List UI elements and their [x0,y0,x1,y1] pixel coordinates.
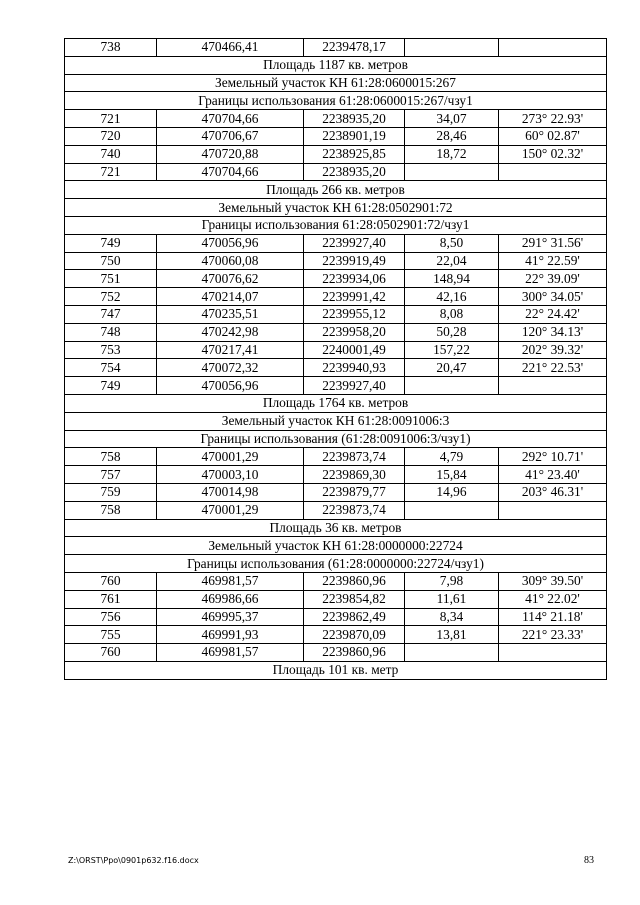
point-number-cell: 748 [65,323,157,341]
length-cell: 8,34 [405,608,499,626]
bearing-cell: 202° 39.32' [499,341,607,359]
x-coordinate-cell: 470466,41 [157,39,304,57]
point-number-cell: 749 [65,377,157,395]
point-number-cell: 755 [65,626,157,644]
bearing-cell: 221° 22.53' [499,359,607,377]
x-coordinate-cell: 469986,66 [157,590,304,608]
page-number: 83 [584,855,594,866]
table-row [65,163,607,181]
length-cell [405,377,499,395]
table-section-row [65,555,607,573]
point-number-cell: 761 [65,590,157,608]
point-number-cell: 757 [65,466,157,484]
table-row [65,466,607,484]
y-coordinate-cell: 2239869,30 [304,466,405,484]
length-cell: 13,81 [405,626,499,644]
point-number-cell: 721 [65,110,157,128]
section-heading-cell: Земельный участок КН 61:28:0502901:72 [65,199,607,217]
point-number-cell: 760 [65,644,157,662]
x-coordinate-cell: 470076,62 [157,270,304,288]
table-row [65,359,607,377]
table-row [65,288,607,306]
table-section-row [65,537,607,555]
x-coordinate-cell: 469995,37 [157,608,304,626]
point-number-cell: 750 [65,252,157,270]
bearing-cell: 114° 21.18' [499,608,607,626]
point-number-cell: 753 [65,341,157,359]
y-coordinate-cell: 2240001,49 [304,341,405,359]
table-section-row [65,92,607,110]
point-number-cell: 721 [65,163,157,181]
footer-file-path: Z:\ORST\Ppo\0901p632.f16.docx [68,856,199,865]
coordinates-table-body [65,39,607,680]
bearing-cell [499,644,607,662]
section-heading-cell: Границы использования (61:28:0000000:22724/чзу1) [65,555,607,573]
x-coordinate-cell: 470235,51 [157,305,304,323]
length-cell: 157,22 [405,341,499,359]
table-section-row [65,519,607,537]
section-heading-cell: Площадь 1764 кв. метров [65,394,607,412]
length-cell: 28,46 [405,127,499,145]
bearing-cell: 150° 02.32' [499,145,607,163]
section-heading-cell: Земельный участок КН 61:28:0091006:3 [65,412,607,430]
y-coordinate-cell: 2239927,40 [304,234,405,252]
bearing-cell [499,377,607,395]
y-coordinate-cell: 2239862,49 [304,608,405,626]
section-heading-cell: Площадь 101 кв. метр [65,661,607,679]
y-coordinate-cell: 2239873,74 [304,501,405,519]
section-heading-cell: Границы использования 61:28:0600015:267/чзу1 [65,92,607,110]
point-number-cell: 749 [65,234,157,252]
length-cell: 7,98 [405,572,499,590]
table-row [65,127,607,145]
x-coordinate-cell: 470060,08 [157,252,304,270]
y-coordinate-cell: 2238935,20 [304,110,405,128]
section-heading-cell: Площадь 1187 кв. метров [65,56,607,74]
bearing-cell: 273° 22.93' [499,110,607,128]
table-row [65,270,607,288]
table-row [65,608,607,626]
point-number-cell: 760 [65,572,157,590]
bearing-cell: 60° 02.87' [499,127,607,145]
x-coordinate-cell: 470706,67 [157,127,304,145]
point-number-cell: 758 [65,448,157,466]
section-heading-cell: Земельный участок КН 61:28:0600015:267 [65,74,607,92]
x-coordinate-cell: 469981,57 [157,572,304,590]
length-cell: 148,94 [405,270,499,288]
table-row [65,252,607,270]
bearing-cell: 300° 34.05' [499,288,607,306]
length-cell: 8,08 [405,305,499,323]
y-coordinate-cell: 2239478,17 [304,39,405,57]
x-coordinate-cell: 470014,98 [157,483,304,501]
y-coordinate-cell: 2238901,19 [304,127,405,145]
table-section-row [65,181,607,199]
y-coordinate-cell: 2239955,12 [304,305,405,323]
y-coordinate-cell: 2239940,93 [304,359,405,377]
point-number-cell: 752 [65,288,157,306]
table-row [65,590,607,608]
y-coordinate-cell: 2239934,06 [304,270,405,288]
length-cell: 42,16 [405,288,499,306]
point-number-cell: 747 [65,305,157,323]
table-section-row [65,394,607,412]
length-cell [405,163,499,181]
bearing-cell: 41° 22.02' [499,590,607,608]
bearing-cell: 291° 31.56' [499,234,607,252]
y-coordinate-cell: 2239958,20 [304,323,405,341]
table-row [65,341,607,359]
bearing-cell: 292° 10.71' [499,448,607,466]
length-cell: 11,61 [405,590,499,608]
bearing-cell: 309° 39.50' [499,572,607,590]
x-coordinate-cell: 470001,29 [157,501,304,519]
bearing-cell: 22° 39.09' [499,270,607,288]
length-cell: 14,96 [405,483,499,501]
point-number-cell: 720 [65,127,157,145]
table-section-row [65,430,607,448]
bearing-cell [499,501,607,519]
y-coordinate-cell: 2239873,74 [304,448,405,466]
bearing-cell: 22° 24.42' [499,305,607,323]
y-coordinate-cell: 2239919,49 [304,252,405,270]
bearing-cell [499,163,607,181]
bearing-cell: 120° 34.13' [499,323,607,341]
table-row [65,483,607,501]
table-section-row [65,216,607,234]
point-number-cell: 754 [65,359,157,377]
x-coordinate-cell: 470217,41 [157,341,304,359]
section-heading-cell: Земельный участок КН 61:28:0000000:22724 [65,537,607,555]
length-cell: 8,50 [405,234,499,252]
table-row [65,39,607,57]
table-row [65,644,607,662]
x-coordinate-cell: 470003,10 [157,466,304,484]
x-coordinate-cell: 470704,66 [157,110,304,128]
point-number-cell: 740 [65,145,157,163]
coordinates-table [64,38,607,680]
x-coordinate-cell: 470056,96 [157,377,304,395]
point-number-cell: 756 [65,608,157,626]
table-section-row [65,199,607,217]
table-section-row [65,661,607,679]
length-cell: 34,07 [405,110,499,128]
y-coordinate-cell: 2238925,85 [304,145,405,163]
table-row [65,572,607,590]
x-coordinate-cell: 470072,32 [157,359,304,377]
section-heading-cell: Границы использования 61:28:0502901:72/чзу1 [65,216,607,234]
bearing-cell: 41° 23.40' [499,466,607,484]
table-section-row [65,74,607,92]
length-cell: 20,47 [405,359,499,377]
section-heading-cell: Границы использования (61:28:0091006:3/чзу1) [65,430,607,448]
table-row [65,448,607,466]
table-row [65,234,607,252]
y-coordinate-cell: 2239870,09 [304,626,405,644]
bearing-cell [499,39,607,57]
y-coordinate-cell: 2239854,82 [304,590,405,608]
length-cell: 18,72 [405,145,499,163]
x-coordinate-cell: 470001,29 [157,448,304,466]
table-row [65,305,607,323]
bearing-cell: 221° 23.33' [499,626,607,644]
x-coordinate-cell: 469991,93 [157,626,304,644]
table-row [65,501,607,519]
point-number-cell: 738 [65,39,157,57]
table-row [65,377,607,395]
table-row [65,323,607,341]
y-coordinate-cell: 2238935,20 [304,163,405,181]
table-section-row [65,412,607,430]
x-coordinate-cell: 469981,57 [157,644,304,662]
x-coordinate-cell: 470720,88 [157,145,304,163]
point-number-cell: 758 [65,501,157,519]
section-heading-cell: Площадь 266 кв. метров [65,181,607,199]
length-cell: 50,28 [405,323,499,341]
x-coordinate-cell: 470056,96 [157,234,304,252]
y-coordinate-cell: 2239927,40 [304,377,405,395]
bearing-cell: 41° 22.59' [499,252,607,270]
table-row [65,626,607,644]
table-section-row [65,56,607,74]
y-coordinate-cell: 2239879,77 [304,483,405,501]
y-coordinate-cell: 2239860,96 [304,644,405,662]
table-row [65,110,607,128]
y-coordinate-cell: 2239991,42 [304,288,405,306]
length-cell: 22,04 [405,252,499,270]
bearing-cell: 203° 46.31' [499,483,607,501]
length-cell [405,644,499,662]
x-coordinate-cell: 470214,07 [157,288,304,306]
section-heading-cell: Площадь 36 кв. метров [65,519,607,537]
point-number-cell: 759 [65,483,157,501]
length-cell: 15,84 [405,466,499,484]
table-row [65,145,607,163]
length-cell [405,501,499,519]
length-cell: 4,79 [405,448,499,466]
x-coordinate-cell: 470704,66 [157,163,304,181]
length-cell [405,39,499,57]
point-number-cell: 751 [65,270,157,288]
y-coordinate-cell: 2239860,96 [304,572,405,590]
x-coordinate-cell: 470242,98 [157,323,304,341]
